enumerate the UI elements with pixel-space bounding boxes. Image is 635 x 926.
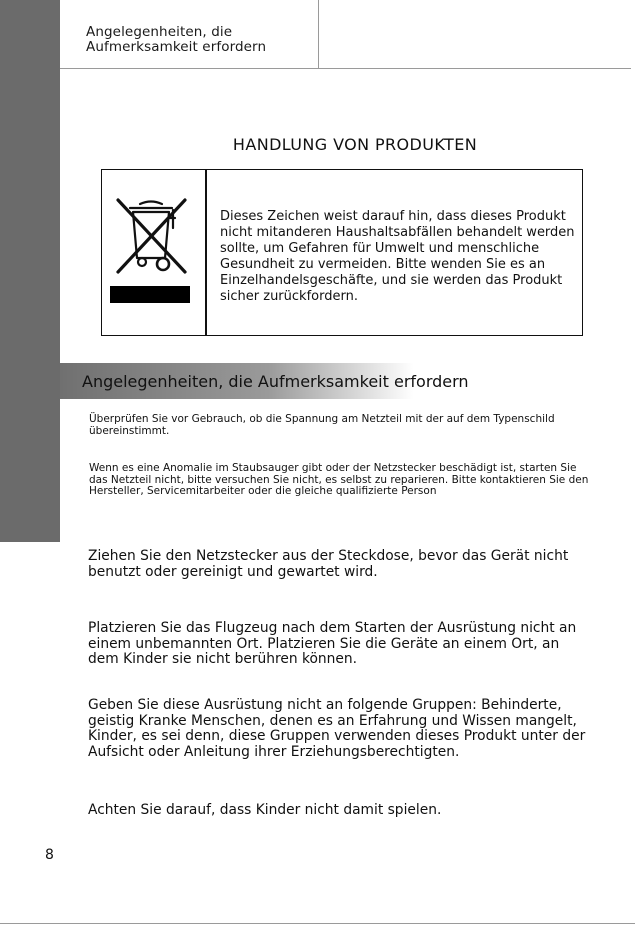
weee-notice-text: Dieses Zeichen weist darauf hin, dass dieses Produkt nicht mitanderen Haushaltsabfällen behandelt werden sollte, um Gefahren für Umwelt und menschliche Gesundheit zu vermeiden. Bitte wenden Sie es an Einzelhandelsgeschäfte, und sie werden das Produkt sicher zurückfordern. bbox=[220, 209, 575, 304]
header-title-line1: Angelegenheiten, die bbox=[86, 24, 233, 40]
side-tab-bar bbox=[0, 0, 60, 542]
header-title-line2: Aufmerksamkeit erfordern bbox=[86, 39, 267, 55]
attention-paragraph: Ziehen Sie den Netzstecker aus der Steckdose, bevor das Gerät nicht benutzt oder gereinigt und gewartet wird. bbox=[88, 548, 569, 580]
header-vertical-divider bbox=[318, 0, 319, 68]
page-header-title bbox=[86, 25, 316, 55]
weee-notice-box bbox=[101, 169, 583, 336]
crossed-out-wheelie-bin-icon bbox=[112, 196, 190, 278]
attention-paragraph: Geben Sie diese Ausrüstung nicht an folgende Gruppen: Behinderte, geistig Kranke Menschen, denen es an Erfahrung und Wissen mangelt, Kinder, es sei denn, diese Gruppen verwenden dieses Produkt unter der Aufsicht oder Anleitung ihrer Erziehungsberechtigten. bbox=[88, 697, 586, 760]
attention-paragraph: Platzieren Sie das Flugzeug nach dem Starten der Ausrüstung nicht an einem unbemannten Ort. Platzieren Sie die Geräte an einem Ort, an dem Kinder sie nicht berühren können. bbox=[88, 620, 577, 667]
footer-divider bbox=[0, 923, 635, 924]
attention-section-heading: Angelegenheiten, die Aufmerksamkeit erfordern bbox=[82, 372, 469, 391]
attention-section-banner bbox=[60, 363, 580, 399]
attention-paragraph: Überprüfen Sie vor Gebrauch, ob die Spannung am Netzteil mit der auf dem Typenschild übereinstimmt. bbox=[89, 413, 555, 437]
attention-paragraph: Wenn es eine Anomalie im Staubsauger gibt oder der Netzstecker beschädigt ist, starten Sie das Netzteil nicht, bitte versuchen Sie nicht, es selbst zu reparieren. Bitte kontaktieren Sie den Hersteller, Servicemitarbeiter oder die gleiche qualifizierte Person bbox=[89, 462, 589, 497]
weee-box-divider bbox=[205, 170, 207, 335]
attention-paragraph: Achten Sie darauf, dass Kinder nicht damit spielen. bbox=[88, 802, 442, 818]
handling-section-title: HANDLUNG VON PRODUKTEN bbox=[232, 135, 478, 154]
weee-black-bar bbox=[110, 286, 190, 303]
page-number: 8 bbox=[45, 847, 54, 863]
header-horizontal-divider bbox=[60, 68, 631, 69]
